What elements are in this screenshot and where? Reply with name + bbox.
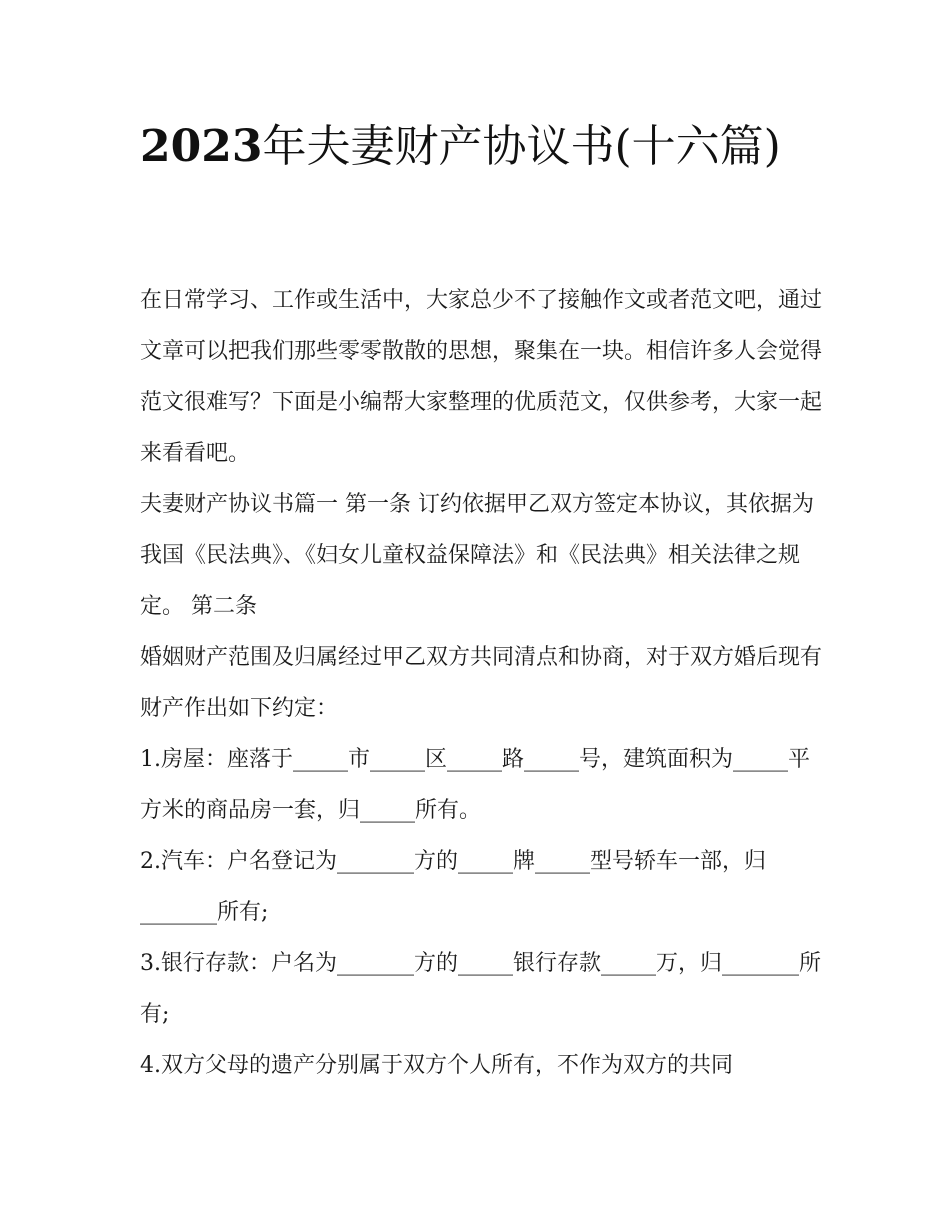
- paragraph-item-deposit: 3.银行存款：户名为_______方的_____银行存款_____万，归_______所有;: [140, 951, 821, 1027]
- paragraph-item-house: 1.房屋：座落于_____市_____区_____路_____号，建筑面积为_____平方米的商品房一套，归_____所有。: [140, 747, 810, 823]
- title-year: 2023: [140, 121, 263, 172]
- paragraph-property-scope: 婚姻财产范围及归属经过甲乙双方共同清点和协商，对于双方婚后现有财产作出如下约定：: [140, 645, 823, 721]
- paragraph-intro: 在日常学习、工作或生活中，大家总少不了接触作文或者范文吧，通过文章可以把我们那些零零散散的思想，聚集在一块。相信许多人会觉得范文很难写？下面是小编帮大家整理的优质范文，仅供参考，大家一起来看看吧。: [140, 288, 823, 466]
- paragraph-item-inheritance: 4.双方父母的遗产分别属于双方个人所有，不作为双方的共同: [140, 1053, 733, 1078]
- paragraph-article-one: 夫妻财产协议书篇一 第一条 订约依据甲乙双方签定本协议，其依据为我国《民法典》、《妇女儿童权益保障法》和《民法典》相关法律之规定。 第二条: [140, 492, 814, 619]
- document-body: [140, 275, 830, 1091]
- title-text: 年夫妻财产协议书(十六篇): [262, 121, 781, 172]
- paragraph-item-car: 2.汽车：户名登记为_______方的_____牌_____型号轿车一部，归_______所有;: [140, 849, 766, 925]
- document-title: [140, 108, 820, 186]
